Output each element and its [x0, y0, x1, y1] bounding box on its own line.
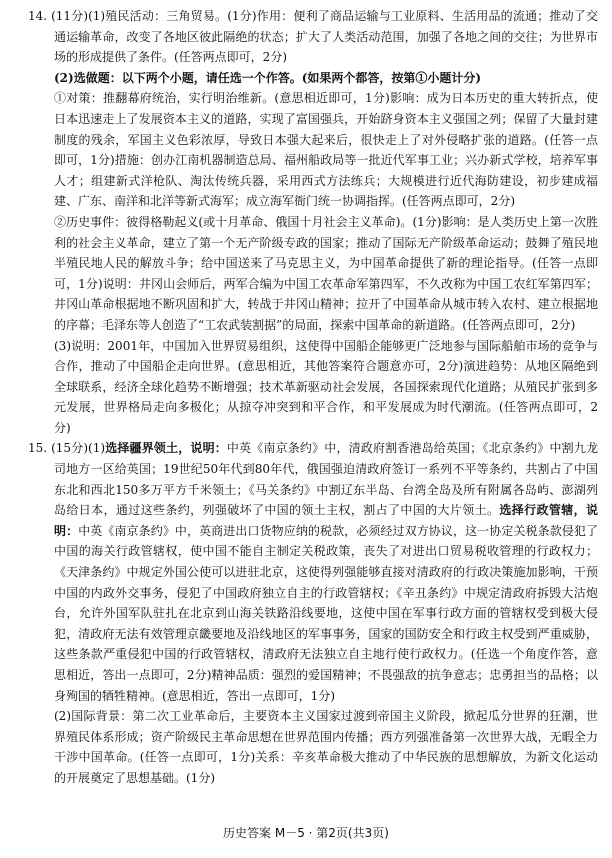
- q14-part1: 14. (11分)(1)殖民活动：三角贸易。(1分)作用：便利了商品运输与工业原料、生活用品的流通；推动了交通运输革命，改变了各地区彼此隔绝的状态；扩大了人类活动范围，加强了各地之间的交往；为世界市场的形成提供了条件。(任答两点即可，2分): [28, 9, 598, 65]
- q15-option-territory: 选择疆界领土，说明：: [105, 441, 227, 456]
- q14-part3: (3)说明：2001年，中国加入世界贸易组织，这使得中国船企能够更广泛地参与国际船舶市场的竞争与合作，推动了中国船企走向世界。(意思相近，其他答案符合题意亦可，2分)演进趋势：从地区隔绝到全球联系，经济全球化趋势不断增强；技术革新驱动社会发展，各国探索现代化道路；从殖民扩张到多元发展，世界格局走向多极化；从掠夺冲突到和平合作，和平发展成为时代潮流。(任答两点即可，2分): [54, 338, 598, 435]
- q14-elective-note: (2)选做题：以下两个小题，请任选一个作答。(如果两个都答，按第①小题计分): [54, 70, 482, 85]
- page-footer: 历史答案 M－5 · 第2页(共3页): [223, 826, 389, 840]
- q15-option-admin: 选择行政管辖，说明：: [54, 503, 598, 538]
- q15-admin-text: 中英《南京条约》中，英商进出口货物应纳的税款，必须经过双方协议，这一协定关税条款侵犯了中国的海关行政管辖权，使中国不能自主制定关税政策，丧失了对进出口贸易税收管理的行政权力；《天津条约》中规定外国公使可以进驻北京，这使得列强能够直接对清政府的行政决策施加影响，干预中国的内政外交事务，侵犯了中国政府独立自主的行政管辖权；《辛丑条约》中规定清政府拆毁大沽炮台，允许外国军队驻扎在北京到山海关铁路沿线要地，这使中国在军事行政方面的管辖权受到极大侵犯，清政府无法有效管理京畿要地及沿线地区的军事事务，国家的国防安全和行政主权受到严重威胁，这些条款严重侵犯中国的行政管辖权，清政府无法独立自主地行使行政权力。(任选一个角度作答，意思相近，答出一点即可，2分)精神品质：强烈的爱国精神；不畏强敌的抗争意志；忠勇担当的品格；以身殉国的牺牲精神。(意思相近，答出一点即可，1分): [54, 523, 598, 703]
- q14-option1: ①对策：推翻幕府统治，实行明治维新。(意思相近即可，1分)影响：成为日本历史的重大转折点，使日本迅速走上了发展资本主义的道路，实现了富国强兵，开始跻身资本主义强国之列；保留了大量封建制度的残余，军国主义色彩浓厚，导致日本强大起来后，很快走上了对外侵略扩张的道路。(任答一点即可，1分)措施：创办江南机器制造总局、福州船政局等一批近代军事工业；兴办新式学校，培养军事人才；组建新式洋枪队、淘汰传统兵器，采用西式方法练兵；大规模进行近代海防建设，初步建成福建、广东、南洋和北洋等新式海军；成立海军衙门统一协调指挥。(任答两点即可，2分): [54, 91, 598, 209]
- q15-part2: (2)国际背景：第二次工业革命后，主要资本主义国家过渡到帝国主义阶段，掀起瓜分世界的狂潮，世界殖民体系形成；资产阶级民主革命思想在世界范围内传播；西方列强准备第一次世界大战，无暇全力干涉中国革命。(任答一点即可，1分)关系：辛亥革命极大推动了中华民族的思想解放，为新文化运动的开展奠定了思想基础。(1分): [54, 709, 598, 785]
- q14-option2: ②历史事件：彼得格勒起义(或十月革命、俄国十月社会主义革命)。(1分)影响：是人类历史上第一次胜利的社会主义革命，建立了第一个无产阶级专政的国家；推动了国际无产阶级革命运动；鼓舞了殖民地半殖民地人民的解放斗争；给中国送来了马克思主义，为中国革命提供了新的理论指导。(任答一点即可，1分)说明：井冈山会师后，两军合编为中国工农革命军第四军，不久改称为中国工农红军第四军；井冈山革命根据地不断巩固和扩大，转战于井冈山精神；拉开了中国革命从城市转入农村、建立根据地的序幕；毛泽东等人创造了“工农武装割据”的局面，探索中国革命的新道路。(任答两点即可，2分): [54, 214, 598, 332]
- q15-number: 15. (15分)(1): [28, 441, 106, 456]
- q15-part1: [28, 438, 598, 706]
- q15-territory-text: 中英《南京条约》中，清政府割香港岛给英国；《北京条约》中割九龙司地方一区给英国；19世纪50年代到80年代，俄国强迫清政府签订一系列不平等条约，共割占了中国东北和西北150多万平方千米领土；《马关条约》中割辽东半岛、台湾全岛及所有附属各岛屿、澎湖列岛给日本，通过这些条约，列强破坏了中国的领土主权，割占了中国的大片领土。: [54, 441, 598, 518]
- answer-page: [28, 6, 598, 789]
